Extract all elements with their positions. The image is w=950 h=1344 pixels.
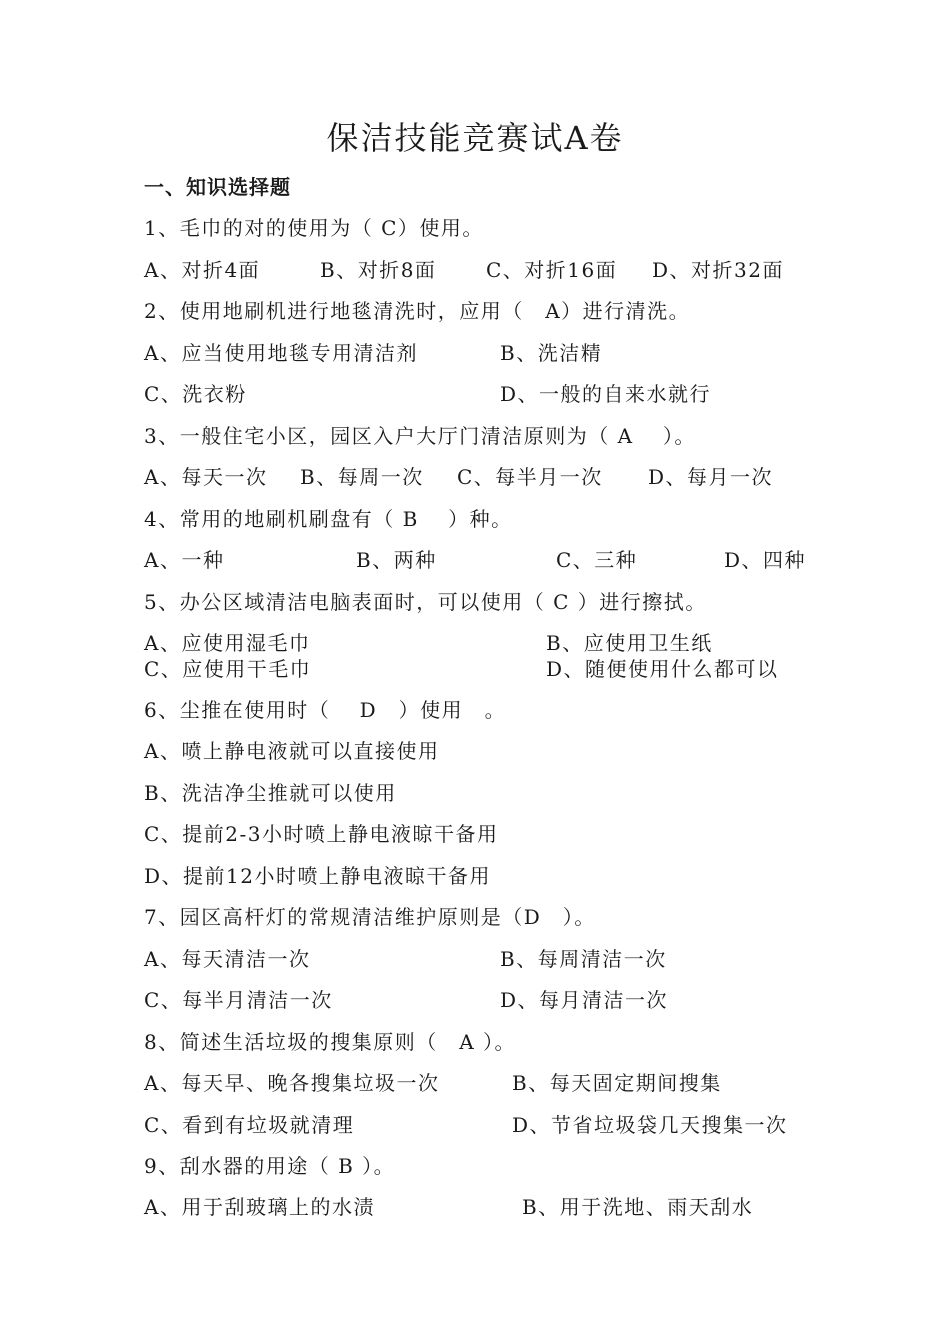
question-7-option-a: A、每天清洁一次 [144, 947, 311, 971]
question-6-stem: 6、尘推在使用时（ D ）使用 。 [144, 698, 507, 722]
question-8-stem: 8、简述生活垃圾的搜集原则（ A ）。 [144, 1030, 517, 1054]
question-5-option-a: A、应使用湿毛巾 [144, 631, 311, 655]
question-1-stem: 1、毛巾的对的使用为（ C）使用。 [144, 216, 484, 240]
question-1-option-d: D、对折32面 [652, 258, 784, 282]
question-2-option-a: A、应当使用地毯专用清洁剂 [144, 341, 418, 365]
question-2-option-d: D、一般的自来水就行 [500, 382, 712, 406]
question-1-option-a: A、对折4面 [144, 258, 261, 282]
question-9-option-b: B、用于洗地、雨天刮水 [522, 1195, 754, 1219]
question-6-option-c: C、提前2-3小时喷上静电液晾干备用 [144, 822, 499, 846]
page-title: 保洁技能竞赛试A卷 [326, 119, 624, 157]
question-9-stem: 9、刮水器的用途（ B ）。 [144, 1154, 396, 1178]
question-7-stem: 7、园区高杆灯的常规清洁维护原则是（D ）。 [144, 905, 596, 929]
question-2-option-c: C、洗衣粉 [144, 382, 247, 406]
question-1-option-b: B、对折8面 [320, 258, 437, 282]
question-8-option-a: A、每天早、晚各搜集垃圾一次 [144, 1071, 440, 1095]
question-5-stem: 5、办公区域清洁电脑表面时，可以使用（ C ）进行擦拭。 [144, 590, 707, 614]
question-8-option-b: B、每天固定期间搜集 [512, 1071, 722, 1095]
question-6-option-a: A、喷上静电液就可以直接使用 [144, 739, 440, 763]
question-4-option-c: C、三种 [556, 548, 638, 572]
question-6-option-b: B、洗洁净尘推就可以使用 [144, 781, 397, 805]
question-3-option-d: D、每月一次 [648, 465, 774, 489]
question-4-option-b: B、两种 [356, 548, 437, 572]
question-3-option-b: B、每周一次 [300, 465, 424, 489]
question-5-option-d: D、随便使用什么都可以 [546, 657, 779, 681]
question-4-stem: 4、常用的地刷机刷盘有（ B ）种。 [144, 507, 513, 531]
question-8-option-d: D、节省垃圾袋几天搜集一次 [512, 1113, 788, 1137]
question-3-stem: 3、一般住宅小区，园区入户大厅门清洁原则为（ A ）。 [144, 424, 696, 448]
question-7-option-c: C、每半月清洁一次 [144, 988, 333, 1012]
question-4-option-a: A、一种 [144, 548, 225, 572]
question-6-option-d: D、提前12小时喷上静电液晾干备用 [144, 864, 491, 888]
question-7-option-d: D、每月清洁一次 [500, 988, 669, 1012]
question-1-option-c: C、对折16面 [486, 258, 618, 282]
question-4-option-d: D、四种 [724, 548, 807, 572]
question-3-option-c: C、每半月一次 [457, 465, 603, 489]
question-9-option-a: A、用于刮玻璃上的水渍 [144, 1195, 375, 1219]
question-2-option-b: B、洗洁精 [500, 341, 603, 365]
question-2-stem: 2、使用地刷机进行地毯清洗时，应用（ A）进行清洗。 [144, 299, 691, 323]
question-5-option-b: B、应使用卫生纸 [546, 631, 713, 655]
section-heading: 一、知识选择题 [144, 175, 291, 199]
question-3-option-a: A、每天一次 [144, 465, 268, 489]
question-5-option-c: C、应使用干毛巾 [144, 657, 312, 681]
question-8-option-c: C、看到有垃圾就清理 [144, 1113, 355, 1137]
question-7-option-b: B、每周清洁一次 [500, 947, 667, 971]
